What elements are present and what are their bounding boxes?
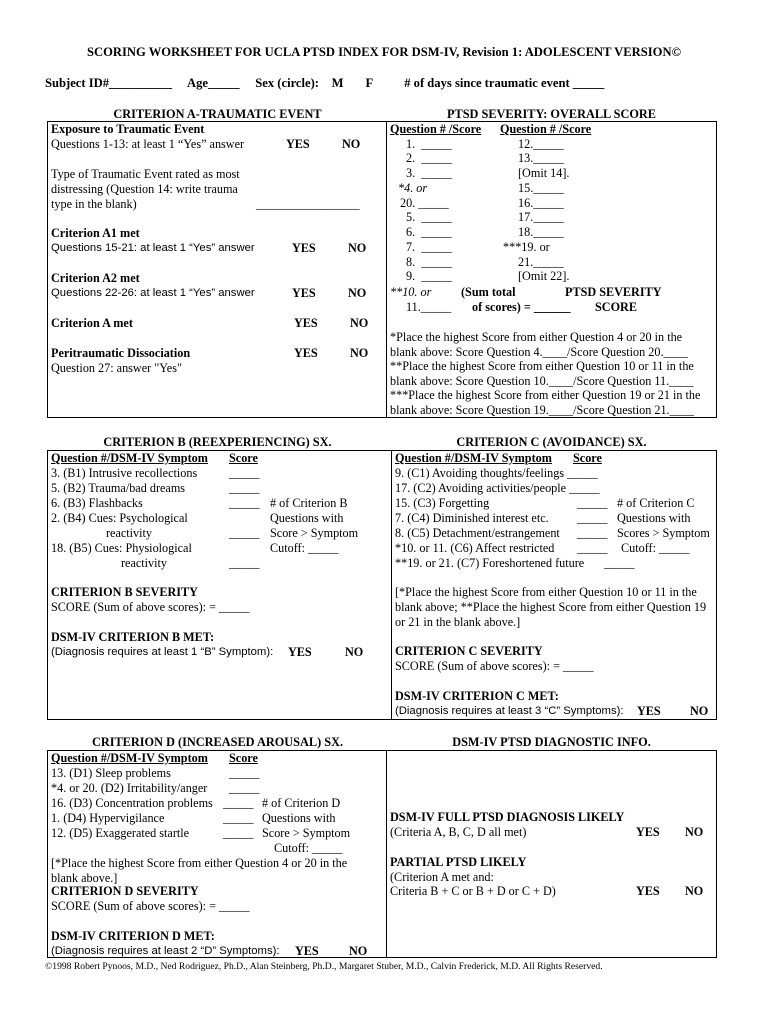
b-item: reactivity bbox=[121, 556, 168, 570]
section-divider bbox=[386, 750, 387, 958]
severity-note: ***Place the highest Score from either Question 19 or 21 in the bbox=[390, 388, 701, 402]
b-item: 6. (B3) Flashbacks bbox=[51, 496, 143, 510]
severity-col-header-right: Question # /Score bbox=[500, 122, 592, 136]
a-met-no[interactable]: NO bbox=[350, 316, 369, 330]
d-score-blank[interactable]: _____ bbox=[223, 811, 254, 825]
severity-note: *Place the highest Score from either Question 4 or 20 in the bbox=[390, 330, 683, 344]
event-type-line-3: type in the blank) bbox=[51, 197, 137, 211]
section-divider bbox=[386, 121, 387, 418]
a-met-title: Criterion A met bbox=[51, 316, 133, 330]
c-score-header: Score bbox=[573, 451, 602, 465]
peri-yes[interactable]: YES bbox=[294, 346, 318, 360]
peri-question: Question 27: answer "Yes" bbox=[51, 361, 182, 375]
c-count-cutoff[interactable]: Cutoff: _____ bbox=[621, 541, 690, 555]
c-score-blank[interactable]: _____ bbox=[577, 496, 608, 510]
d-score-blank[interactable]: _____ bbox=[223, 826, 254, 840]
c-count-line: Scores > Symptom bbox=[617, 526, 710, 540]
severity-item[interactable]: 18._____ bbox=[518, 225, 564, 239]
subject-info-line: Subject ID#__________ Age_____ Sex (circle): M F # of days since traumatic event _____ bbox=[45, 76, 605, 90]
event-type-blank[interactable]: _________________ bbox=[256, 197, 360, 211]
c-count-line: # of Criterion C bbox=[617, 496, 695, 510]
d-score-blank[interactable]: _____ bbox=[229, 781, 260, 795]
exposure-yes[interactable]: YES bbox=[286, 137, 310, 151]
b-met-yes[interactable]: YES bbox=[288, 645, 312, 659]
c-score-blank[interactable]: _____ bbox=[577, 541, 608, 555]
b-met-title: DSM-IV CRITERION B MET: bbox=[51, 630, 215, 644]
severity-item: *4. or bbox=[398, 181, 428, 195]
severity-item[interactable]: 15._____ bbox=[518, 181, 564, 195]
a1-question: Questions 15-21: at least 1 “Yes” answer bbox=[51, 242, 255, 254]
peri-no[interactable]: NO bbox=[350, 346, 369, 360]
d-score-blank[interactable]: _____ bbox=[229, 766, 260, 780]
a2-no[interactable]: NO bbox=[348, 286, 367, 300]
severity-item[interactable]: 20. _____ bbox=[400, 196, 449, 210]
d-score-header: Score bbox=[229, 751, 258, 765]
severity-item[interactable]: 5. _____ bbox=[406, 210, 452, 224]
severity-item[interactable]: 7. _____ bbox=[406, 240, 452, 254]
severity-item[interactable]: 1. _____ bbox=[406, 137, 452, 151]
ptsd-score-label: SCORE bbox=[595, 300, 637, 314]
b-met-question: (Diagnosis requires at least 1 “B” Symptom): bbox=[51, 646, 274, 658]
b-score-blank[interactable]: _____ bbox=[229, 466, 260, 480]
severity-item[interactable]: 13._____ bbox=[518, 151, 564, 165]
partial-ptsd-no[interactable]: NO bbox=[685, 884, 704, 898]
severity-item[interactable]: 2. _____ bbox=[406, 151, 452, 165]
severity-col-header-left: Question # /Score bbox=[390, 122, 482, 136]
section-divider bbox=[391, 450, 392, 720]
event-type-line-1: Type of Traumatic Event rated as most bbox=[51, 167, 240, 181]
c-score-blank[interactable]: _____ bbox=[577, 526, 608, 540]
d-met-question: (Diagnosis requires at least 2 “D” Symptoms): bbox=[51, 945, 280, 957]
partial-ptsd-question-1: (Criterion A met and: bbox=[390, 870, 494, 884]
c-item: **19. or 21. (C7) Foreshortened future bbox=[395, 556, 585, 570]
page-title: SCORING WORKSHEET FOR UCLA PTSD INDEX FOR DSM-IV, Revision 1: ADOLESCENT VERSION© bbox=[87, 45, 681, 59]
severity-item: ***19. or bbox=[503, 240, 550, 254]
c-count-line: Questions with bbox=[617, 511, 691, 525]
d-item: 16. (D3) Concentration problems bbox=[51, 796, 213, 810]
c-met-title: DSM-IV CRITERION C MET: bbox=[395, 689, 559, 703]
b-count-line: Score > Symptom bbox=[270, 526, 359, 540]
d-item: *4. or 20. (D2) Irritability/anger bbox=[51, 781, 208, 795]
criterion-c-heading: CRITERION C (AVOIDANCE) SX. bbox=[456, 435, 647, 449]
c-severity-title: CRITERION C SEVERITY bbox=[395, 644, 543, 658]
severity-item[interactable]: 17._____ bbox=[518, 210, 564, 224]
c-item: 7. (C4) Diminished interest etc. bbox=[395, 511, 549, 525]
severity-item[interactable]: 21._____ bbox=[518, 255, 564, 269]
b-item: 18. (B5) Cues: Physiological bbox=[51, 541, 192, 555]
criterion-a-heading: CRITERION A-TRAUMATIC EVENT bbox=[113, 107, 322, 121]
c-score-blank[interactable]: _____ bbox=[604, 556, 635, 570]
severity-note: blank above: Score Question 10.____/Score Question 11.____ bbox=[390, 374, 694, 388]
severity-item: [Omit 22]. bbox=[518, 269, 570, 283]
d-score-blank[interactable]: _____ bbox=[223, 796, 254, 810]
d-met-title: DSM-IV CRITERION D MET: bbox=[51, 929, 215, 943]
c-item: *10. or 11. (C6) Affect restricted bbox=[395, 541, 555, 555]
b-item: 5. (B2) Trauma/bad dreams bbox=[51, 481, 186, 495]
d-severity-title: CRITERION D SEVERITY bbox=[51, 884, 199, 898]
severity-item[interactable]: 6. _____ bbox=[406, 225, 452, 239]
d-item: 12. (D5) Exaggerated startle bbox=[51, 826, 190, 840]
c-item[interactable]: 17. (C2) Avoiding activities/people _____ bbox=[395, 481, 600, 495]
c-score-blank[interactable]: _____ bbox=[577, 511, 608, 525]
severity-item[interactable]: 11._____ bbox=[406, 300, 452, 314]
b-item: 3. (B1) Intrusive recollections bbox=[51, 466, 198, 480]
severity-note: blank above: Score Question 19.____/Score Question 21.____ bbox=[390, 403, 694, 417]
severity-item[interactable]: 9. _____ bbox=[406, 269, 452, 283]
a2-title: Criterion A2 met bbox=[51, 271, 140, 285]
b-score-blank[interactable]: _____ bbox=[229, 526, 260, 540]
a1-no[interactable]: NO bbox=[348, 241, 367, 255]
c-met-question: (Diagnosis requires at least 3 “C” Symptoms): bbox=[395, 705, 624, 717]
c-met-no[interactable]: NO bbox=[690, 704, 709, 718]
peri-title: Peritraumatic Dissociation bbox=[51, 346, 191, 360]
c-severity-score[interactable]: SCORE (Sum of above scores): = _____ bbox=[395, 659, 594, 673]
c-met-yes[interactable]: YES bbox=[637, 704, 661, 718]
d-count-line: # of Criterion D bbox=[262, 796, 341, 810]
b-item: 2. (B4) Cues: Psychological bbox=[51, 511, 188, 525]
severity-item: [Omit 14]. bbox=[518, 166, 570, 180]
d-count-line: Questions with bbox=[262, 811, 336, 825]
b-col-header: Question #/DSM-IV Symptom bbox=[51, 451, 208, 465]
c-item: 8. (C5) Detachment/estrangement bbox=[395, 526, 560, 540]
severity-item: **10. or bbox=[390, 285, 432, 299]
exposure-question: Questions 1-13: at least 1 “Yes” answer bbox=[51, 137, 245, 151]
d-item: 13. (D1) Sleep problems bbox=[51, 766, 171, 780]
severity-item[interactable]: 3. _____ bbox=[406, 166, 452, 180]
severity-item[interactable]: 8. _____ bbox=[406, 255, 452, 269]
c-col-header: Question #/DSM-IV Symptom bbox=[395, 451, 552, 465]
c-item[interactable]: 9. (C1) Avoiding thoughts/feelings _____ bbox=[395, 466, 598, 480]
partial-ptsd-question-2: Criteria B + C or B + D or C + D) bbox=[390, 884, 556, 898]
criterion-b-heading: CRITERION B (REEXPERIENCING) SX. bbox=[103, 435, 332, 449]
b-score-header: Score bbox=[229, 451, 258, 465]
exposure-no[interactable]: NO bbox=[342, 137, 361, 151]
copyright-footer: ©1998 Robert Pynoos, M.D., Ned Rodriguez, Ph.D., Alan Steinberg, Ph.D., Margaret Stuber, M.D., Calvin Frederick, M.D. All Rights Reserved. bbox=[45, 961, 603, 972]
sum-label-2[interactable]: of scores) = ______ bbox=[472, 300, 571, 314]
severity-note: blank above: Score Question 4.____/Score Question 20.____ bbox=[390, 345, 688, 359]
d-col-header: Question #/DSM-IV Symptom bbox=[51, 751, 208, 765]
b-item: reactivity bbox=[106, 526, 153, 540]
c-note: blank above; **Place the highest Score from either Question 19 bbox=[395, 600, 707, 614]
severity-item[interactable]: 12._____ bbox=[518, 137, 564, 151]
a2-yes[interactable]: YES bbox=[292, 286, 316, 300]
b-score-blank[interactable]: _____ bbox=[229, 496, 260, 510]
d-met-yes[interactable]: YES bbox=[295, 944, 319, 958]
d-severity-score[interactable]: SCORE (Sum of above scores): = _____ bbox=[51, 899, 250, 913]
a-met-yes[interactable]: YES bbox=[294, 316, 318, 330]
b-severity-score[interactable]: SCORE (Sum of above scores): = _____ bbox=[51, 600, 250, 614]
b-score-blank[interactable]: _____ bbox=[229, 481, 260, 495]
sum-label-1: (Sum total bbox=[461, 285, 516, 299]
b-count-cutoff[interactable]: Cutoff: _____ bbox=[270, 541, 339, 555]
full-ptsd-yes[interactable]: YES bbox=[636, 825, 660, 839]
a1-yes[interactable]: YES bbox=[292, 241, 316, 255]
event-type-line-2: distressing (Question 14: write trauma bbox=[51, 182, 238, 196]
b-score-blank[interactable]: _____ bbox=[229, 556, 260, 570]
b-met-no[interactable]: NO bbox=[345, 645, 364, 659]
ptsd-severity-label: PTSD SEVERITY bbox=[565, 285, 662, 299]
exposure-title: Exposure to Traumatic Event bbox=[51, 122, 205, 136]
b-count-line: # of Criterion B bbox=[270, 496, 348, 510]
severity-note: **Place the highest Score from either Question 10 or 11 in the bbox=[390, 359, 694, 373]
d-count-cutoff[interactable]: Cutoff: _____ bbox=[274, 841, 343, 855]
d-item: 1. (D4) Hypervigilance bbox=[51, 811, 165, 825]
partial-ptsd-yes[interactable]: YES bbox=[636, 884, 660, 898]
d-count-line: Score > Symptom bbox=[262, 826, 351, 840]
d-note: blank above.] bbox=[51, 871, 118, 885]
criterion-d-heading: CRITERION D (INCREASED AROUSAL) SX. bbox=[91, 735, 344, 749]
full-ptsd-no[interactable]: NO bbox=[685, 825, 704, 839]
severity-heading: PTSD SEVERITY: OVERALL SCORE bbox=[447, 107, 656, 121]
c-note: or 21 in the blank above.] bbox=[395, 615, 521, 629]
d-note: [*Place the highest Score from either Question 4 or 20 in the bbox=[51, 856, 348, 870]
c-note: [*Place the highest Score from either Question 10 or 11 in the bbox=[395, 585, 697, 599]
diagnostic-heading: DSM-IV PTSD DIAGNOSTIC INFO. bbox=[452, 735, 651, 749]
c-item: 15. (C3) Forgetting bbox=[395, 496, 490, 510]
a2-question: Questions 22-26: at least 1 “Yes” answer bbox=[51, 287, 255, 299]
severity-item[interactable]: 16._____ bbox=[518, 196, 564, 210]
d-met-no[interactable]: NO bbox=[349, 944, 368, 958]
full-ptsd-question: (Criteria A, B, C, D all met) bbox=[390, 825, 527, 839]
b-count-line: Questions with bbox=[270, 511, 344, 525]
partial-ptsd-title: PARTIAL PTSD LIKELY bbox=[390, 855, 527, 869]
b-severity-title: CRITERION B SEVERITY bbox=[51, 585, 198, 599]
full-ptsd-title: DSM-IV FULL PTSD DIAGNOSIS LIKELY bbox=[390, 810, 625, 824]
a1-title: Criterion A1 met bbox=[51, 226, 140, 240]
